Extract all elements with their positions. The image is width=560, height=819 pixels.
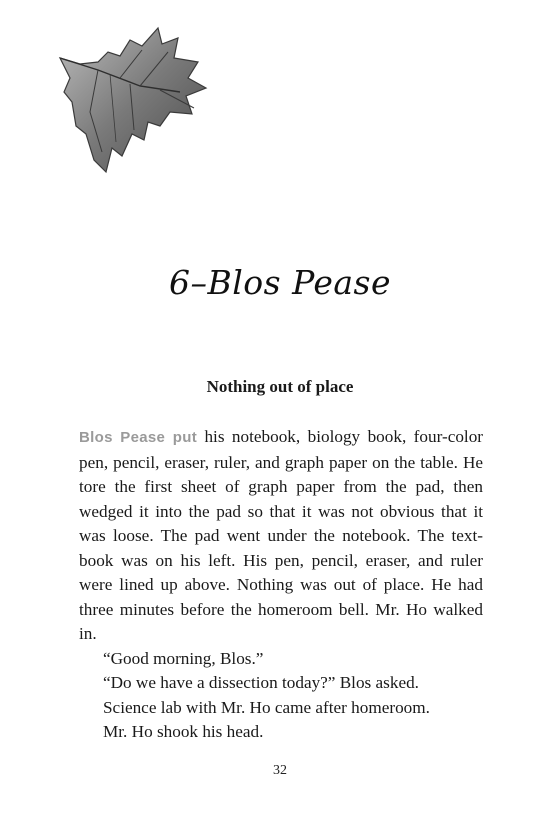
first-paragraph-text: his notebook, biology book, four-color pen, pencil, eraser, ruler, and graph paper on the table. He tore the first sheet of graph paper from the pad, then wedged it into the pad so that it was not obvious that it was loose. The pad went under the notebook. The text-book was on his left. His pen, pencil, eraser, and ruler were lined up above. Nothing was out of place. He had three minutes before the homeroom bell. Mr. Ho walked in. xyxy=(79,427,484,643)
chapter-title: 6–Blos Pease xyxy=(169,263,391,302)
first-paragraph xyxy=(79,425,483,647)
paragraph: Mr. Ho shook his head. xyxy=(103,722,264,741)
paragraph: “Good morning, Blos.” xyxy=(103,648,264,668)
section-subtitle: Nothing out of place xyxy=(206,377,354,396)
body-text xyxy=(79,425,483,745)
oak-leaf-icon xyxy=(50,22,215,192)
paragraph: “Do we have a dissection today?” Blos asked. xyxy=(103,673,419,692)
lead-in-text: Blos Pease put xyxy=(79,429,198,446)
paragraph: Science lab with Mr. Ho came after homeroom. xyxy=(103,697,430,717)
page-number: 32 xyxy=(273,763,287,778)
